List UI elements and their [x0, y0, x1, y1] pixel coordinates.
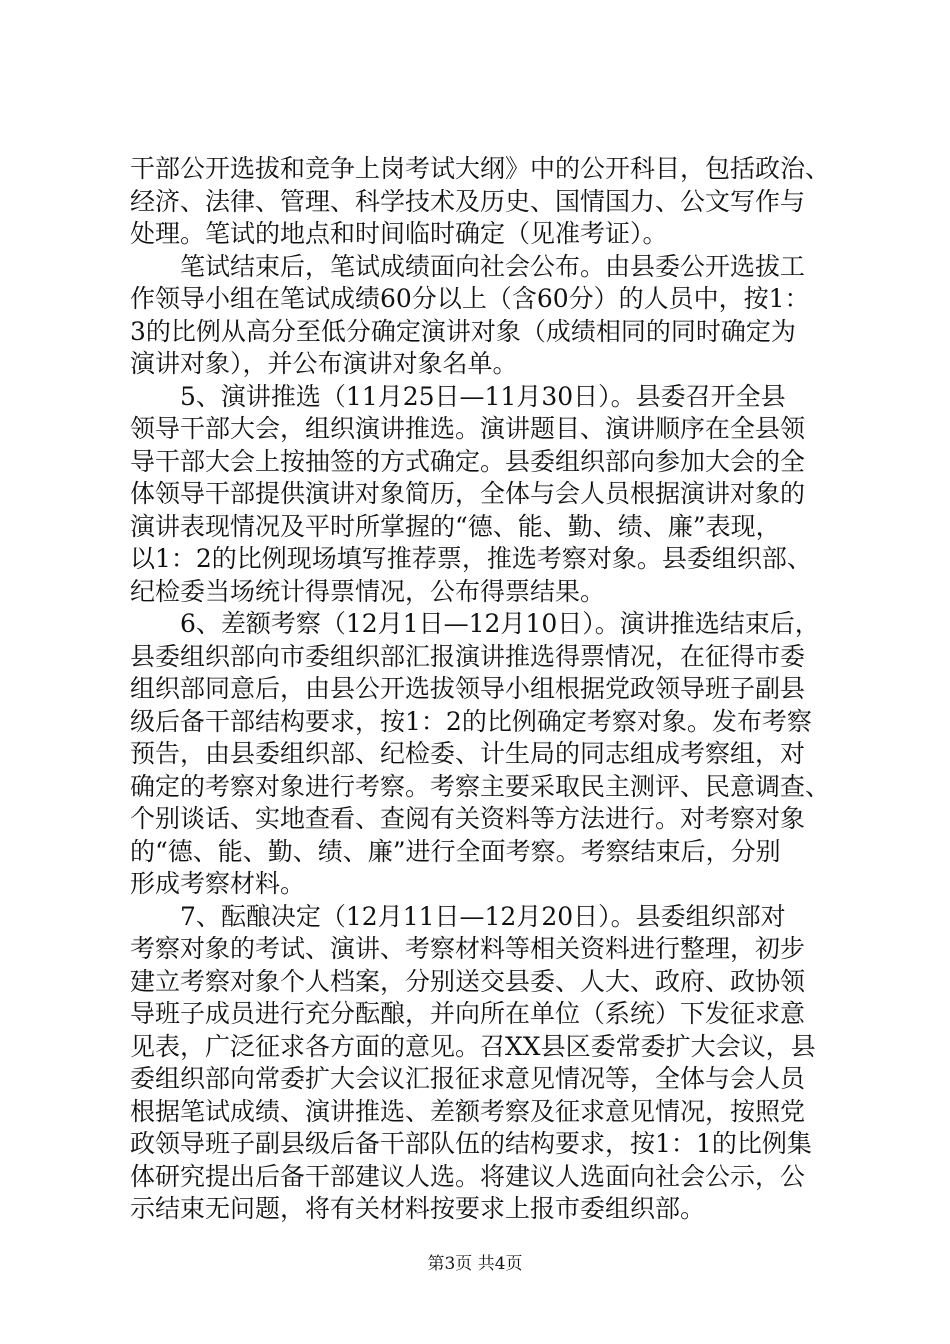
- text-line: 以1：2的比例现场填写推荐票，推选考察对象。县委组织部、: [130, 544, 812, 573]
- text-line: 导班子成员进行充分酝酿，并向所在单位（系统）下发征求意: [130, 999, 806, 1028]
- text-line: 示结束无问题，将有关材料按要求上报市委组织部。: [130, 1194, 706, 1223]
- text-line: 导干部大会上按抽签的方式确定。县委组织部向参加大会的全: [130, 446, 806, 476]
- text-line: 个别谈话、实地查看、查阅有关资料等方法进行。对考察对象: [130, 804, 806, 833]
- text-line: 体研究提出后备干部建议人选。将建议人选面向社会公示，公: [130, 1161, 806, 1191]
- text-line: 县委组织部向市委组织部汇报演讲推选得票情况，在征得市委: [130, 641, 806, 671]
- text-line: 考察对象的考试、演讲、考察材料等相关资料进行整理，初步: [130, 934, 806, 963]
- page-number-footer: 第3页 共4页: [427, 1254, 523, 1274]
- text-line: 预告，由县委组织部、纪检委、计生局的同志组成考察组，对: [130, 739, 806, 768]
- text-line: 体领导干部提供演讲对象简历，全体与会人员根据演讲对象的: [130, 479, 806, 508]
- text-line: 6、差额考察（12月1日—12月10日）。演讲推选结束后，: [130, 609, 820, 638]
- text-line: 委组织部向常委扩大会议汇报征求意见情况等，全体与会人员: [130, 1064, 806, 1093]
- text-line: 经济、法律、管理、科学技术及历史、国情国力、公文写作与: [130, 186, 806, 216]
- text-line: 纪检委当场统计得票情况，公布得票结果。: [130, 576, 606, 606]
- text-line: 建立考察对象个人档案，分别送交县委、人大、政府、政协领: [130, 966, 806, 996]
- document-body: [130, 153, 830, 1226]
- text-line: 演讲表现情况及平时所掌握的“德、能、勤、绩、廉”表现，: [130, 511, 781, 541]
- text-line: 根据笔试成绩、演讲推选、差额考察及征求意见情况，按照党: [130, 1096, 806, 1126]
- text-line: 笔试结束后，笔试成绩面向社会公布。由县委公开选拔工: [130, 251, 806, 281]
- text-line: 形成考察材料。: [130, 869, 306, 898]
- text-line: 领导干部大会，组织演讲推选。演讲题目、演讲顺序在全县领: [130, 414, 806, 443]
- text-line: 作领导小组在笔试成绩60分以上（含60分）的人员中，按1：: [130, 284, 810, 313]
- text-line: 组织部同意后，由县公开选拔领导小组根据党政领导班子副县: [130, 674, 806, 703]
- text-line: 7、酝酿决定（12月11日—12月20日）。县委组织部对: [130, 901, 786, 931]
- text-line: 处理。笔试的地点和时间临时确定（见准考证）。: [130, 219, 668, 248]
- text-line: 3的比例从高分至低分确定演讲对象（成绩相同的同时确定为: [130, 316, 796, 346]
- text-line: 确定的考察对象进行考察。考察主要采取民主测评、民意调查、: [130, 771, 830, 801]
- text-line: 干部公开选拔和竞争上岗考试大纲》中的公开科目，包括政治、: [130, 154, 830, 183]
- text-line: 见表，广泛征求各方面的意见。召XX县区委常委扩大会议，县: [130, 1031, 816, 1061]
- text-line: 级后备干部结构要求，按1：2的比例确定考察对象。发布考察: [130, 706, 812, 736]
- text-line: 的“德、能、勤、绩、廉”进行全面考察。考察结束后，分别: [130, 836, 781, 866]
- text-line: 演讲对象），并公布演讲对象名单。: [130, 349, 518, 378]
- text-line: 政领导班子副县级后备干部队伍的结构要求，按1：1的比例集: [130, 1129, 812, 1158]
- text-line: 5、演讲推选（11月25日—11月30日）。县委召开全县: [130, 381, 786, 411]
